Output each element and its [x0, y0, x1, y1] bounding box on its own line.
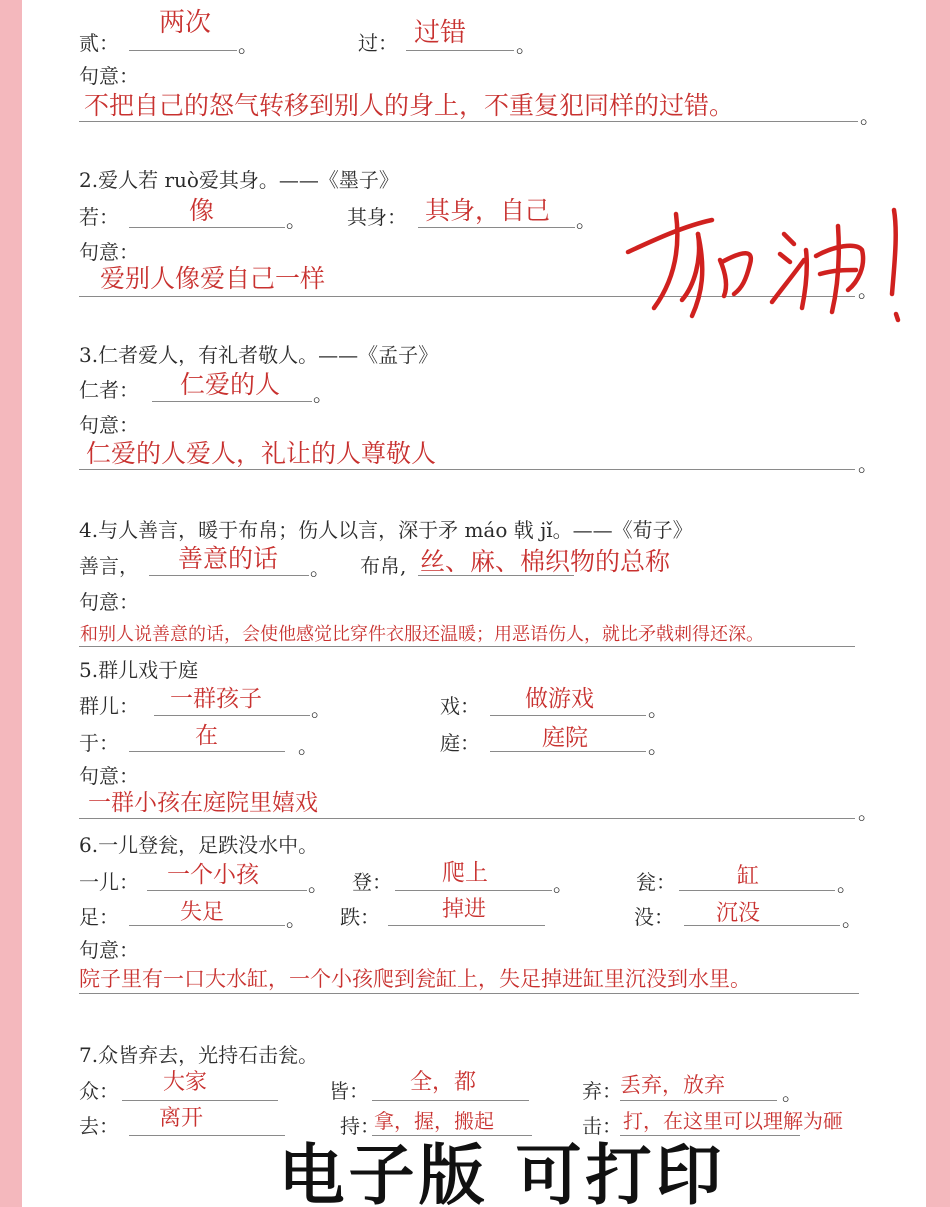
answer: 离开: [159, 1106, 204, 1131]
term-label: 击：: [582, 1114, 622, 1138]
answer: 两次: [159, 8, 212, 38]
answer: 全，都: [410, 1070, 477, 1095]
term-label: 庭：: [440, 731, 480, 755]
sentence-meaning-label: 句意：: [79, 413, 139, 437]
answer: 大家: [163, 1070, 208, 1095]
period: 。: [648, 734, 668, 758]
term-label: 皆：: [329, 1079, 369, 1103]
blank-line: [388, 925, 545, 926]
term-label: 登：: [352, 870, 392, 894]
blank-line: [418, 227, 575, 228]
worksheet-page: [22, 0, 926, 1207]
blank-line: [620, 1100, 777, 1101]
term-label: 善言，: [79, 554, 139, 578]
item-title: 5.群儿戏于庭: [79, 658, 199, 682]
term-label: 其身：: [347, 205, 407, 229]
answer: 仁爱的人: [180, 370, 281, 399]
term-label: 群儿：: [79, 694, 139, 718]
blank-line: [149, 575, 309, 576]
sentence-meaning-label: 句意：: [79, 240, 139, 264]
blank-line: [418, 575, 574, 576]
blank-line: [406, 50, 514, 51]
blank-line: [395, 890, 552, 891]
period: 。: [516, 33, 536, 57]
term-label: 贰：: [79, 31, 119, 55]
period: 。: [648, 697, 668, 721]
answer: 打，在这里可以理解为砸: [623, 1109, 843, 1133]
period: 。: [311, 697, 331, 721]
term-label: 于：: [79, 731, 119, 755]
period: 。: [837, 872, 857, 896]
item-title: 7.众皆弃去，光持石击瓮。: [79, 1043, 319, 1067]
term-label: 跌：: [340, 905, 380, 929]
sentence-answer: 不把自己的怒气转移到别人的身上，不重复犯同样的过错。: [84, 91, 735, 120]
period: 。: [308, 872, 328, 896]
answer: 像: [189, 196, 215, 225]
answer-line: [79, 469, 855, 470]
blank-line: [152, 401, 312, 402]
answer: 掉进: [442, 897, 487, 922]
period: 。: [576, 208, 596, 232]
period: 。: [860, 104, 880, 128]
answer: 善意的话: [178, 544, 279, 573]
answer: 沉没: [716, 901, 761, 926]
sentence-answer: 爱别人像爱自己一样: [100, 264, 326, 293]
term-label: 众：: [79, 1079, 119, 1103]
period: 。: [858, 278, 878, 302]
answer: 在: [195, 723, 218, 749]
blank-line: [122, 1100, 278, 1101]
term-label: 一儿：: [79, 870, 139, 894]
answer: 爬上: [442, 860, 488, 886]
blank-line: [490, 751, 646, 752]
period: 。: [238, 33, 258, 57]
term-label: 瓮：: [636, 870, 676, 894]
sentence-meaning-label: 句意：: [79, 590, 139, 614]
term-label: 戏：: [440, 694, 480, 718]
term-label: 足：: [79, 905, 119, 929]
period: 。: [782, 1081, 802, 1105]
sentence-meaning-label: 句意：: [79, 764, 139, 788]
answer-line: [79, 993, 859, 994]
period: 。: [842, 907, 862, 931]
answer-line: [79, 121, 858, 122]
blank-line: [154, 715, 310, 716]
term-label: 仁者：: [79, 378, 139, 402]
period: 。: [858, 452, 878, 476]
answer: 缸: [737, 864, 760, 889]
answer: 其身，自己: [425, 196, 551, 225]
printable-banner: 电子版 可打印: [278, 1137, 726, 1207]
period: 。: [858, 800, 878, 824]
blank-line: [129, 50, 237, 51]
answer: 拿，握，搬起: [374, 1109, 494, 1133]
answer-line: [79, 818, 855, 819]
sentence-answer: 和别人说善意的话，会使他感觉比穿件衣服还温暖；用恶语伤人，就比矛戟刺得还深。: [80, 624, 764, 645]
period: 。: [310, 556, 330, 580]
term-label: 过：: [358, 31, 398, 55]
sentence-answer: 仁爱的人爱人，礼让的人尊敬人: [86, 439, 437, 468]
term-label: 持：: [340, 1114, 380, 1138]
term-label: 没：: [634, 905, 674, 929]
item-title: 4.与人善言，暖于布帛；伤人以言，深于矛 máo 戟 jǐ。——《荀子》: [79, 518, 693, 542]
term-label: 布帛,: [360, 554, 407, 578]
answer: 一个小孩: [167, 862, 259, 888]
item-title: 3.仁者爱人，有礼者敬人。——《孟子》: [79, 343, 439, 367]
period: 。: [553, 872, 573, 896]
answer: 庭院: [542, 725, 588, 751]
item-title: 2.爱人若 ruò爱其身。——《墨子》: [79, 168, 399, 192]
period: 。: [313, 382, 333, 406]
answer: 丝、麻、棉织物的总称: [420, 547, 671, 576]
term-label: 若：: [79, 205, 119, 229]
period: 。: [298, 734, 318, 758]
term-label: 弃：: [582, 1079, 622, 1103]
answer: 做游戏: [525, 686, 594, 712]
sentence-answer: 一群小孩在庭院里嬉戏: [88, 790, 318, 816]
answer: 一群孩子: [170, 686, 262, 712]
blank-line: [129, 227, 285, 228]
blank-line: [372, 1100, 529, 1101]
sentence-meaning-label: 句意：: [79, 938, 139, 962]
handwritten-encouragement: [594, 190, 924, 330]
answer-line: [79, 646, 855, 647]
sentence-meaning-label: 句意：: [79, 64, 139, 88]
period: 。: [286, 208, 306, 232]
item-title: 6.一儿登瓮，足跌没水中。: [79, 833, 319, 857]
blank-line: [147, 890, 307, 891]
blank-line: [684, 925, 840, 926]
answer: 失足: [180, 900, 225, 925]
answer: 丢弃，放弃: [620, 1073, 725, 1097]
blank-line: [679, 890, 835, 891]
sentence-answer: 院子里有一口大水缸，一个小孩爬到瓮缸上，失足掉进缸里沉没到水里。: [79, 967, 751, 991]
blank-line: [490, 715, 646, 716]
blank-line: [129, 925, 285, 926]
answer: 过错: [414, 18, 467, 48]
blank-line: [129, 751, 285, 752]
term-label: 去：: [79, 1114, 119, 1138]
period: 。: [286, 907, 306, 931]
